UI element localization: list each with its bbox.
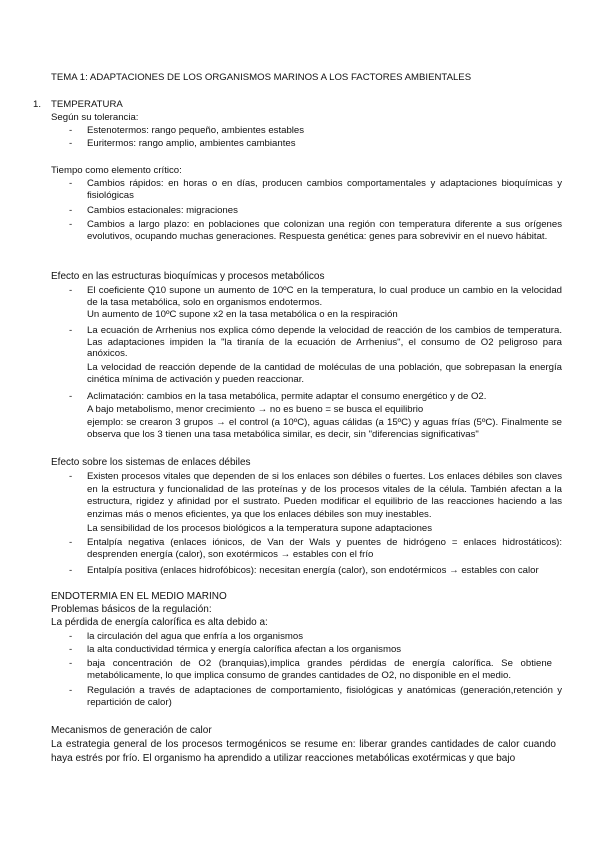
- bullet-dash: -: [69, 471, 73, 482]
- paragraph: La estrategia general de los procesos termogénicos se resume en: liberar grandes cantidades de calor cuando haya estrés por frío. El organismo ha aprendido a utilizar reacciones metabólicas exotérmicas y que bajo: [51, 739, 556, 764]
- list-item-note: La sensibilidad de los procesos biológicos a la temperatura supone adaptaciones: [87, 523, 433, 534]
- bullet-dash: -: [69, 138, 73, 149]
- bullet-dash: -: [69, 537, 73, 548]
- bullet-dash: -: [69, 178, 73, 189]
- subsection-heading-weak-bonds: Efecto sobre los sistemas de enlaces débiles: [51, 457, 251, 468]
- bullet-dash: -: [69, 644, 73, 655]
- list-item: Existen procesos vitales que dependen de si los enlaces son débiles o fuertes. Los enlaces débiles son claves en la estructura y funcionalidad de las proteínas y de los procesos vitales de la célula. También afectan a la estructura, rigidez y afinidad por el sustrato. Pueden modificar el equilibrio de las reacciones haciendo a las enzimas más o menos eficientes, ya que los enlaces débiles son muy inestables.: [87, 471, 562, 520]
- bullet-dash: -: [69, 631, 73, 642]
- section-heading-endotermia: ENDOTERMIA EN EL MEDIO MARINO: [51, 591, 227, 602]
- list-item: Estenotermos: rango pequeño, ambientes estables: [87, 125, 305, 136]
- list-item: El coeficiente Q10 supone un aumento de 10ºC en la temperatura, lo cual produce un cambio en la velocidad de la tasa metabólica, solo en organismos endotermos.: [87, 285, 562, 308]
- list-item: Entalpía negativa (enlaces iónicos, de Van der Wals y puentes de hidrógeno = enlaces hidrostáticos): desprenden energía (calor), son exotérmicos → estables con el frío: [87, 537, 562, 560]
- endothermy-subheading: Problemas básicos de la regulación:: [51, 604, 212, 615]
- list-item: Entalpía positiva (enlaces hidrofóbicos): necesitan energía (calor), son endotérmicos → estables con calor: [87, 565, 539, 576]
- list-item-note: La velocidad de reacción depende de la cantidad de moléculas de una población, que sobrepasan la energía cinética mínima de activación y pueden reaccionar.: [87, 362, 562, 385]
- endothermy-intro: La pérdida de energía calorífica es alta debido a:: [51, 617, 268, 628]
- bullet-dash: -: [69, 219, 73, 230]
- list-item: Cambios rápidos: en horas o en días, producen cambios comportamentales y adaptaciones bioquímicas y fisiológicas: [87, 178, 562, 201]
- list-item-note: A bajo metabolismo, menor crecimiento → no es bueno = se busca el equilibrio: [87, 404, 424, 415]
- bullet-dash: -: [69, 285, 73, 296]
- list-item: la alta conductividad térmica y energía calorífica afectan a los organismos: [87, 644, 402, 655]
- tolerance-intro: Según su tolerancia:: [51, 112, 139, 123]
- subsection-heading-biochem: Efecto en las estructuras bioquímicas y procesos metabólicos: [51, 271, 325, 282]
- section-number: 1.: [33, 99, 42, 110]
- list-item: baja concentración de O2 (branquias),implica grandes pérdidas de energía calorífica. Se obtiene metabólicamente, lo que implica consumo de grandes cantidades de O2, no disponible en el medio.: [87, 658, 552, 682]
- subsection-heading-heat: Mecanismos de generación de calor: [51, 725, 212, 736]
- list-item: Cambios estacionales: migraciones: [87, 205, 238, 216]
- section-heading-temperatura: TEMPERATURA: [51, 99, 123, 110]
- list-item-note: ejemplo: se crearon 3 grupos → el control (a 10ºC), aguas cálidas (a 15ºC) y aguas frías (5ºC). Finalmente se observa que los 3 tienen una tasa metabólica similar, es decir, sin "diferencias significativas": [87, 417, 562, 440]
- list-item: Cambios a largo plazo: en poblaciones que colonizan una región con temperatura diferente a sus orígenes evolutivos, ocupando muchas generaciones. Respuesta genética: genes para sobrevivir en el nuevo hábitat.: [87, 219, 562, 242]
- list-item-note: Un aumento de 10ºC supone x2 en la tasa metabólica o en la respiración: [87, 309, 398, 320]
- list-item: la circulación del agua que enfría a los organismos: [87, 631, 303, 642]
- bullet-dash: -: [69, 391, 73, 402]
- list-item: Aclimatación: cambios en la tasa metabólica, permite adaptar el consumo energético y de O2.: [87, 391, 487, 402]
- time-intro: Tiempo como elemento crítico:: [51, 165, 182, 176]
- bullet-dash: -: [69, 658, 73, 669]
- list-item: Regulación a través de adaptaciones de comportamiento, fisiológicas y anatómicas (generación,retención y repartición de calor): [87, 685, 562, 709]
- list-item: La ecuación de Arrhenius nos explica cómo depende la velocidad de reacción de los cambios de temperatura. Las adaptaciones impiden la "la tiranía de la ecuación de Arrhenius", el consumo de O2 peligroso para anóxicos.: [87, 325, 562, 360]
- bullet-dash: -: [69, 125, 73, 136]
- document-title: TEMA 1: ADAPTACIONES DE LOS ORGANISMOS MARINOS A LOS FACTORES AMBIENTALES: [51, 72, 472, 83]
- list-item: Euritermos: rango amplio, ambientes cambiantes: [87, 138, 296, 149]
- bullet-dash: -: [69, 205, 73, 216]
- bullet-dash: -: [69, 325, 73, 336]
- bullet-dash: -: [69, 685, 73, 696]
- bullet-dash: -: [69, 565, 73, 576]
